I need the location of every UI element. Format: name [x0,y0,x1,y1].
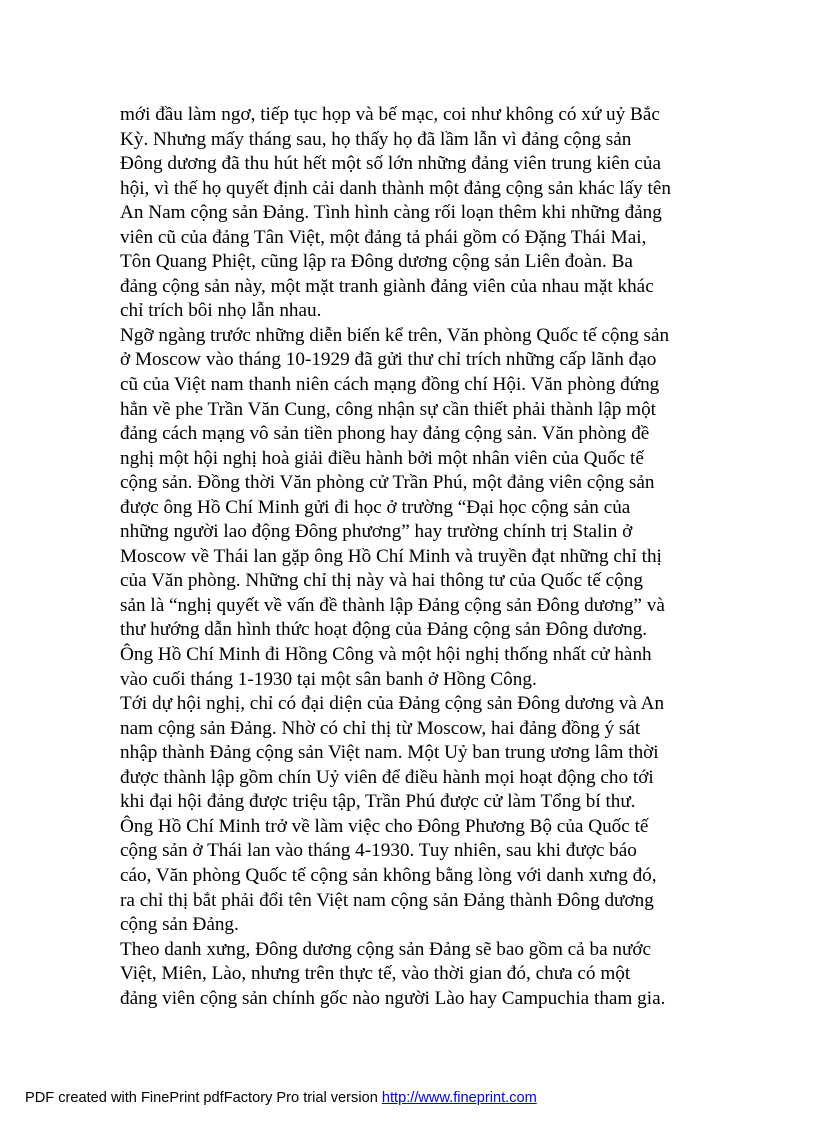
text-line: ra chỉ thị bắt phải đổi tên Việt nam cộng sản Đảng thành Đông dương [120,889,654,911]
text-line: mới đầu làm ngơ, tiếp tục họp và bế mạc, coi như không có xứ uỷ Bắc [120,104,660,125]
text-line: Đông dương đã thu hút hết một số lớn những đảng viên trung kiên của [120,153,661,175]
text-line: những người lao động Đông phương” hay trường chính trị Stalin ở [120,521,633,543]
text-line: nghị một hội nghị hoà giải điều hành bởi một nhân viên của Quốc tế [120,447,644,469]
text-line: của Văn phòng. Những chỉ thị này và hai thông tư của Quốc tế cộng [120,570,643,592]
text-line: cộng sản. Đồng thời Văn phòng cử Trần Phú, một đảng viên cộng sản [120,472,655,494]
text-line: thư hướng dẫn hình thức hoạt động của Đảng cộng sản Đông dương. [120,619,648,641]
text-line: An Nam cộng sản Đảng. Tình hình càng rối loạn thêm khi những đảng [120,202,662,224]
text-line: Việt, Miên, Lào, nhưng trên thực tế, vào thời gian đó, chưa có một [120,963,631,985]
text-line: cộng sản Đảng. [120,914,239,936]
text-line: Tới dự hội nghị, chỉ có đại diện của Đảng cộng sản Đông dương và An [120,693,665,715]
text-line: vào cuối tháng 1-1930 tại một sân banh ở Hồng Công. [120,668,537,690]
text-line: hẳn về phe Trần Văn Cung, công nhận sự cần thiết phải thành lập một [120,398,657,420]
text-line: đảng cộng sản này, một mặt tranh giành đảng viên của nhau mặt khác [120,275,654,297]
pdf-footer [25,1088,537,1108]
text-line: Ngỡ ngàng trước những diễn biến kể trên, Văn phòng Quốc tế cộng sản [120,324,670,346]
text-line: khi đại hội đảng được triệu tập, Trần Phú được cử làm Tổng bí thư. [120,791,636,813]
text-line: Theo danh xưng, Đông dương cộng sản Đảng sẽ bao gồm cả ba nước [120,938,652,960]
text-line: nam cộng sản Đảng. Nhờ có chỉ thị từ Moscow, hai đảng đồng ý sát [120,717,641,739]
text-line: cáo, Văn phòng Quốc tế cộng sản không bằng lòng với danh xưng đó, [120,864,657,886]
text-line: nhập thành Đảng cộng sản Việt nam. Một Uỷ ban trung ương lâm thời [120,742,659,764]
text-line: đảng viên cộng sản chính gốc nào người Lào hay Campuchia tham gia. [120,987,666,1009]
fineprint-link[interactable]: http://www.fineprint.com [381,1090,537,1106]
text-line: viên cũ của đảng Tân Việt, một đảng tả phái gồm có Đặng Thái Mai, [120,226,647,248]
text-line: Kỳ. Nhưng mấy tháng sau, họ thấy họ đã lầm lẫn vì đảng cộng sản [120,128,632,150]
text-line: chỉ trích bôi nhọ lẫn nhau. [120,300,322,322]
text-line: đảng cách mạng vô sản tiền phong hay đảng cộng sản. Văn phòng đề [120,423,650,445]
footer-text: PDF created with FinePrint pdfFactory Pro trial version [25,1090,382,1106]
text-line: Moscow về Thái lan gặp ông Hồ Chí Minh và truyền đạt những chỉ thị [120,545,662,567]
text-line: sản là “nghị quyết về vấn đề thành lập Đảng cộng sản Đông dương” và [120,594,665,616]
body-text [120,103,710,1011]
text-line: cũ của Việt nam thanh niên cách mạng đồng chí Hội. Văn phòng đứng [120,374,660,396]
text-line: được thành lập gồm chín Uỷ viên để điều hành mọi hoạt động cho tới [120,766,654,788]
text-line: Tôn Quang Phiệt, cũng lập ra Đông dương cộng sản Liên đoàn. Ba [120,251,633,273]
text-line: Ông Hồ Chí Minh đi Hồng Công và một hội nghị thống nhất cử hành [120,644,652,666]
text-line: hội, vì thế họ quyết định cải danh thành một đảng cộng sản khác lấy tên [120,177,671,199]
text-line: cộng sản ở Thái lan vào tháng 4-1930. Tuy nhiên, sau khi được báo [120,840,637,862]
text-line: ở Moscow vào tháng 10-1929 đã gửi thư chỉ trích những cấp lãnh đạo [120,349,657,371]
text-line: Ông Hồ Chí Minh trở về làm việc cho Đông Phương Bộ của Quốc tế [120,815,649,837]
text-line: được ông Hồ Chí Minh gửi đi học ở trường “Đại học cộng sản của [120,496,631,518]
